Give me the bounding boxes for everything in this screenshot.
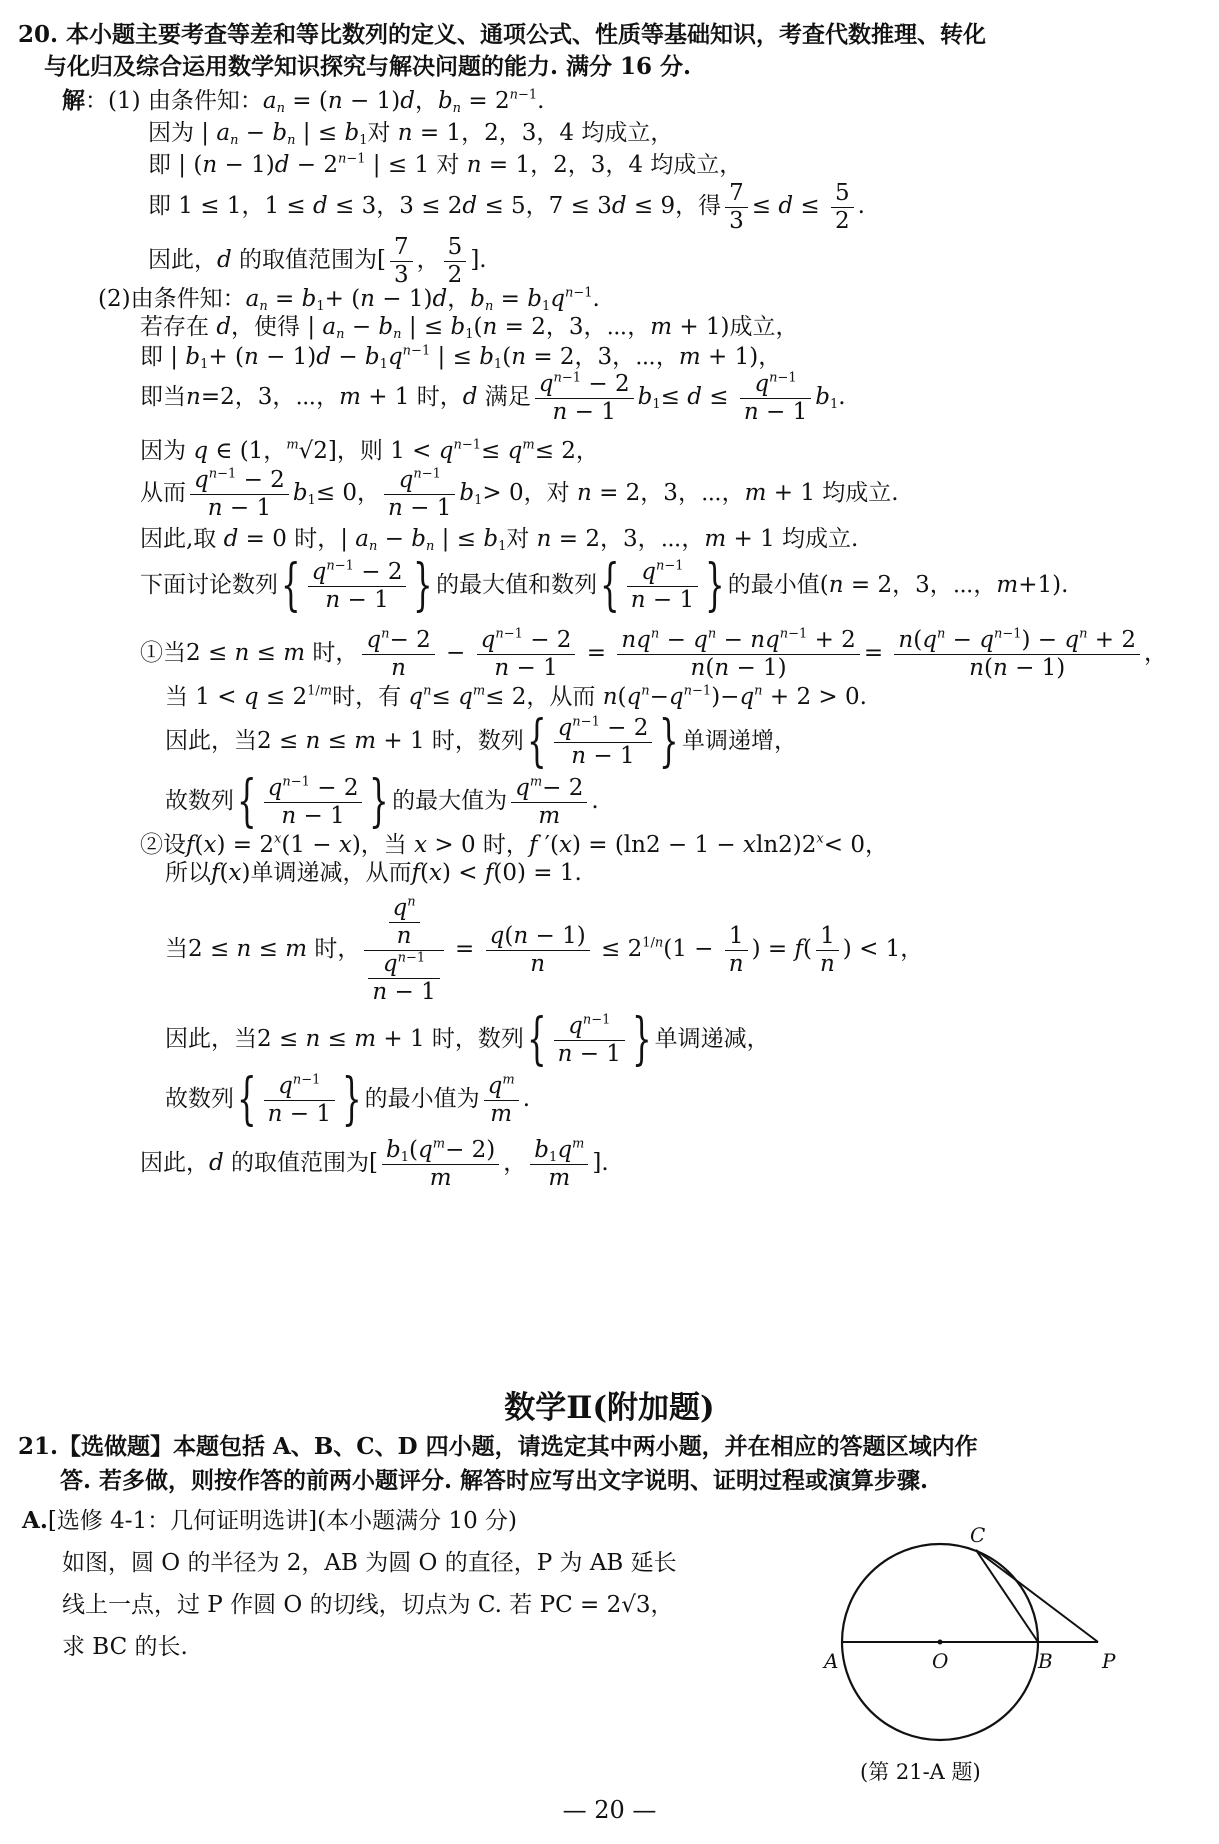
q21a-head-text: [选修 4-1：几何证明选讲](本小题满分 10 分) bbox=[47, 1508, 517, 1534]
p2-text1: 由条件知 bbox=[130, 286, 223, 312]
label-b: B bbox=[1038, 1649, 1053, 1673]
label-o: O bbox=[932, 1649, 949, 1673]
q20-case2-line4: 因此，当2 ≤ n ≤ m + 1 时，数列{ $\frac{q^{n-1}}{n - 1}$ } 单调递减， bbox=[165, 1007, 770, 1072]
q21a-header bbox=[22, 1506, 517, 1536]
p2-text3: 即 bbox=[140, 344, 163, 370]
p1-text2: 因为 bbox=[148, 120, 194, 146]
q21-line2: 答. 若多做，则按作答的前两小题评分. 解答时应写出文字说明、证明过程或演算步骤. bbox=[60, 1467, 929, 1494]
q21a-line2: 线上一点，过 P 作圆 O 的切线，切点为 C. 若 PC = 2√3， bbox=[62, 1592, 674, 1618]
q20-part1-line4: 即 1 ≤ 1，1 ≤ d ≤ 3，3 ≤ 2d ≤ 5，7 ≤ 3d ≤ 9，得 $\frac{7}{3}$ ≤ d ≤ $\frac{5}{2}$ . bbox=[148, 179, 865, 234]
q21a-line3: 求 BC 的长. bbox=[62, 1634, 188, 1660]
case1-text4: 故数列 bbox=[165, 788, 234, 814]
q20-header-line2: 与化归及综合运用数学知识探究与解决问题的能力. 满分 16 分. bbox=[44, 53, 692, 80]
q20-part2-line7: 因此,取 d = 0 时，| $a_n - b_n$ | ≤ $b_1$对 n = 2，3，⋯，m + 1 均成立. bbox=[140, 526, 859, 554]
p1-text1: 由条件知 bbox=[147, 88, 240, 114]
q20-case1-line3: 因此，当2 ≤ n ≤ m + 1 时，数列{ $\frac{q^{n-1} - 2}{n - 1}$ } 单调递增， bbox=[165, 709, 798, 774]
case1-text2: 当 bbox=[165, 684, 188, 710]
p2-text8: 下面讨论数列 bbox=[140, 572, 278, 598]
q20-part2-line3: 即 | $b_1+ (n - 1)d - b_1q^{n-1}$ | ≤ $b_1(n = 2$，3，⋯，m + 1)， bbox=[140, 343, 782, 372]
q20-part1-line5: 因此，d 的取值范围为[ $\frac{7}{3}$ ， $\frac{5}{2}$ ]. bbox=[148, 233, 487, 288]
label-p: P bbox=[1102, 1649, 1116, 1673]
q20-case2-line5: 故数列{ $\frac{q^{n-1}}{n - 1}$ } 的最小值为 $\frac{q^m}{m}$ . bbox=[165, 1067, 531, 1132]
case2-mark: ②设 bbox=[140, 832, 186, 858]
case1-text3: 因此，当 bbox=[165, 728, 257, 754]
p1-text4: 即 bbox=[148, 193, 171, 219]
q20-part1-line3: 即 | $(n - 1)d - 2^{n-1}$ | ≤ 1 对 n = 1，2，3，4 均成立， bbox=[148, 151, 743, 178]
q20-case1-line4: 故数列{ $\frac{q^{n-1} - 2}{n - 1}$ } 的最大值为 $\frac{q^m- 2}{m}$ . bbox=[165, 769, 599, 834]
case1-mark: ①当 bbox=[140, 640, 186, 666]
q20-case2-line2: 所以f(x)单调递减，从而f(x) < f(0) = 1. bbox=[165, 860, 582, 886]
q21-line1: 21.【选做题】本题包括 A、B、C、D 四小题，请选定其中两小题，并在相应的答题区域内作 bbox=[18, 1433, 978, 1460]
q20-case2-line3: 当2 ≤ n ≤ m 时， $\frac{q^n}{n}$ $\frac{q^{n-1}}{n - 1}$ = $\frac{q(n - 1)}{n}$ ≤ $2^{1/n}(1$ − $\frac{1}{n}$ ) = f( $\frac{1}{n}$ ) < 1， bbox=[165, 893, 924, 1005]
p2-text2: 若存在 bbox=[140, 314, 209, 340]
solution-label: 解 bbox=[62, 87, 85, 114]
q20-case1-line2: 当 $1 < q \le 2^{1/m}$时，有 $q^n\le q^m\le 2$，从而 $n(q^n-q^{n-1})-q^n + 2 > 0$. bbox=[165, 683, 867, 710]
q20-part1-line1: 解：(1) 由条件知：$a_n = (n - 1)d$，$b_n = 2^{n-1}$. bbox=[62, 87, 545, 116]
p2-text7: 因此,取 bbox=[140, 526, 217, 552]
part2-mark: (2) bbox=[98, 286, 131, 312]
case2-text3: 当 bbox=[165, 936, 188, 962]
q20-part2-line1: (2)由条件知：$a_n = b_1+ (n - 1)d$，$b_n = b_1q^{n-1}$. bbox=[98, 285, 600, 314]
p1-text3: 即 bbox=[148, 152, 171, 178]
q20-part2-line6: 从而 $\frac{q^{n-1} - 2}{n - 1}$ $b_1\le 0$， $\frac{q^{n-1}}{n - 1}$ $b_1> 0$，对 n = 2，3，⋯，m + 1 均成立. bbox=[140, 465, 899, 521]
q20-header-line1: 20. 本小题主要考查等差和等比数列的定义、通项公式、性质等基础知识，考查代数推理、转化 bbox=[18, 21, 987, 48]
p2-text5: 因为 bbox=[140, 438, 186, 464]
case2-text2: 所以 bbox=[165, 860, 211, 886]
geometry-figure bbox=[820, 1512, 1160, 1752]
q21a-label: A. bbox=[22, 1507, 48, 1534]
case2-text5: 故数列 bbox=[165, 1086, 234, 1112]
q20-part2-line8: 下面讨论数列{ $\frac{q^{n-1} - 2}{n - 1}$ } 的最大值和数列{ $\frac{q^{n-1}}{n - 1}$ } 的最小值(n = 2，3，⋯，m+1). bbox=[140, 553, 1069, 618]
q20-case1-line1: ①当2 ≤ n ≤ m 时， $\frac{q^n- 2}{n}$ − $\frac{q^{n-1} - 2}{n - 1}$ = $nq^n - q^n - nq^{n-1} + 2$ n(n − 1) = $\frac{n(q^n - q^{n-1}) - q^n + 2}{n(n - 1)}$ ， bbox=[140, 625, 1168, 681]
figure-caption: (第 21-A 题) bbox=[860, 1760, 981, 1784]
q20-part1-line2: 因为 | $a_n - b_n$ | ≤ $b_1$对 n = 1，2，3，4 均成立， bbox=[148, 120, 674, 148]
q21a-line1: 如图，圆 O 的半径为 2，AB 为圆 O 的直径，P 为 AB 延长 bbox=[62, 1550, 677, 1576]
p2-text4: 即当 bbox=[140, 384, 186, 410]
final-text: 因此， bbox=[140, 1150, 209, 1176]
label-c: C bbox=[970, 1523, 986, 1547]
chord-bc bbox=[976, 1550, 1038, 1642]
label-a: A bbox=[824, 1649, 839, 1673]
p2-text6: 从而 bbox=[140, 480, 186, 506]
q20-part2-line2: 若存在 d，使得 | $a_n - b_n$ | ≤ $b_1(n = 2$，3，⋯，m + 1)成立， bbox=[140, 314, 799, 342]
center-dot bbox=[938, 1640, 943, 1645]
q20-case2-line1: ②设$f(x) = 2^x(1 - x)$，当 x > 0 时，f $'(x) = (\ln 2 - 1 - xln2)2^x< 0$， bbox=[140, 831, 888, 858]
p1-text5: 因此， bbox=[148, 247, 217, 273]
part1-mark: (1) bbox=[108, 88, 141, 114]
page-number: — 20 — bbox=[562, 1796, 657, 1824]
case2-text4: 因此，当 bbox=[165, 1026, 257, 1052]
q20-part2-line4: 即当n=2，3，⋯，m + 1 时，d 满足 $\frac{q^{n-1} - 2}{n - 1}$ $b_1\le d$ ≤ $\frac{q^{n-1}}{n - 1}$ $b_1$. bbox=[140, 369, 846, 425]
q20-final-line: 因此，d 的取值范围为[ $\frac{b_1(q^m- 2)}{m}$ ， $\frac{b_1q^m}{m}$ ]. bbox=[140, 1135, 609, 1191]
section-title: 数学Ⅱ(附加题) bbox=[504, 1390, 715, 1426]
q20-part2-line5: 因为 q ∈ (1，$^m$√2]，则 $1 < q^{n-1}\le q^m\le 2$， bbox=[140, 437, 599, 464]
